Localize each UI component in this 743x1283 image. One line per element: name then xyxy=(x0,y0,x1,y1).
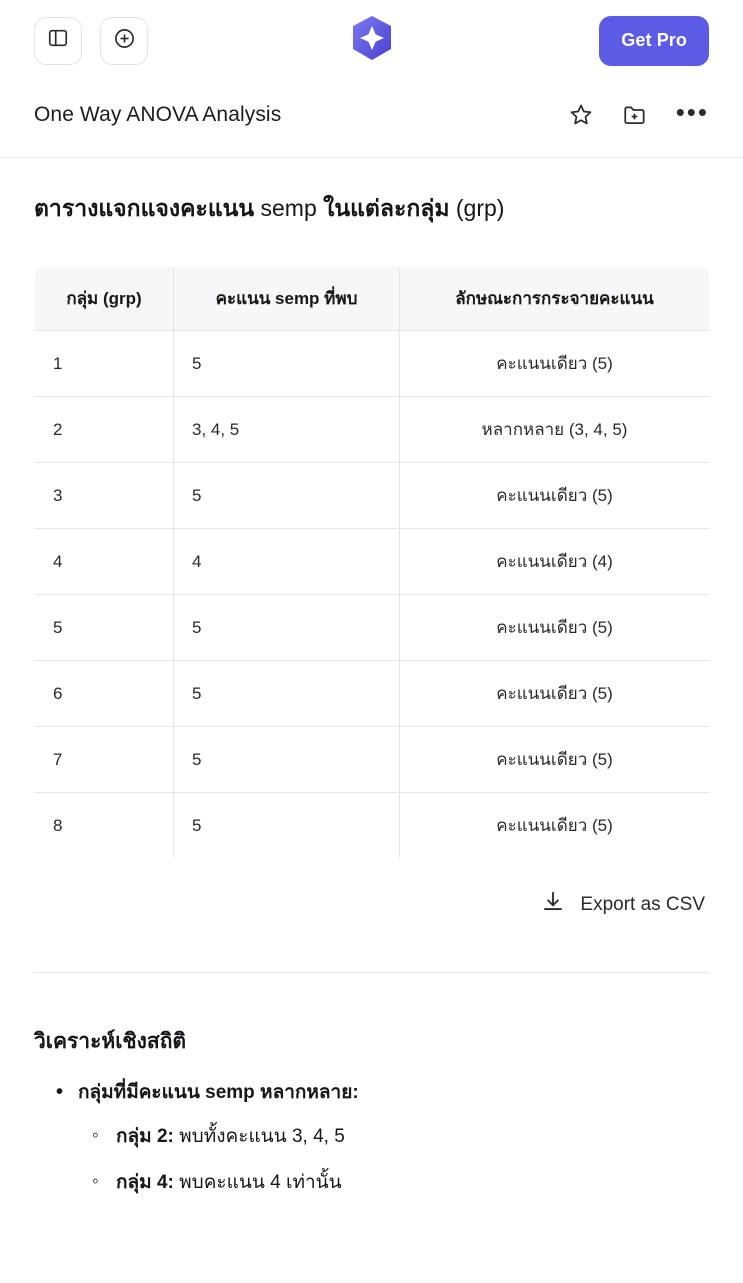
main-content xyxy=(0,192,743,1198)
export-csv-label: Export as CSV xyxy=(580,893,705,915)
section-heading xyxy=(34,192,709,224)
cell-group: 8 xyxy=(35,793,174,859)
star-icon[interactable] xyxy=(568,102,594,128)
ellipsis-icon[interactable]: ••• xyxy=(675,97,709,127)
cell-scores: 5 xyxy=(174,595,400,661)
cell-scores: 4 xyxy=(174,529,400,595)
cell-distribution: คะแนนเดียว (4) xyxy=(400,529,710,595)
heading-part-2: semp xyxy=(260,195,324,221)
cell-group: 3 xyxy=(35,463,174,529)
cell-distribution: คะแนนเดียว (5) xyxy=(400,661,710,727)
page-title: One Way ANOVA Analysis xyxy=(34,103,282,126)
new-thread-button[interactable] xyxy=(100,17,148,65)
cell-group: 7 xyxy=(35,727,174,793)
sub-item-text: พบคะแนน 4 เท่านั้น xyxy=(173,1172,342,1194)
table-row xyxy=(35,529,710,595)
cell-scores: 3, 4, 5 xyxy=(174,397,400,463)
cell-group: 4 xyxy=(35,529,174,595)
score-distribution-table-wrapper xyxy=(34,266,709,859)
column-header-scores: คะแนน semp ที่พบ xyxy=(174,267,400,331)
analysis-sublist xyxy=(78,1122,709,1199)
analysis-list xyxy=(34,1078,709,1198)
cell-distribution: คะแนนเดียว (5) xyxy=(400,331,710,397)
cell-group: 5 xyxy=(35,595,174,661)
folder-plus-icon[interactable] xyxy=(622,102,648,128)
score-distribution-table xyxy=(34,266,710,859)
sidebar-toggle-button[interactable] xyxy=(34,17,82,65)
cell-scores: 5 xyxy=(174,331,400,397)
sub-item-text: พบทั้งคะแนน 3, 4, 5 xyxy=(173,1125,345,1147)
cell-scores: 5 xyxy=(174,463,400,529)
plus-circle-icon xyxy=(113,27,136,55)
table-header-row xyxy=(35,267,710,331)
analysis-bullet-label: กลุ่มที่มีคะแนน semp หลากหลาย: xyxy=(78,1082,359,1104)
column-header-group: กลุ่ม (grp) xyxy=(35,267,174,331)
sub-item-group-label: กลุ่ม 4: xyxy=(116,1172,174,1194)
heading-part-4: (grp) xyxy=(455,195,505,221)
heading-part-1: ตารางแจกแจงคะแนน xyxy=(34,195,261,221)
table-row xyxy=(35,727,710,793)
table-row xyxy=(35,595,710,661)
sidebar-panel-icon xyxy=(47,27,69,54)
app-logo[interactable] xyxy=(346,14,398,66)
heading-part-3: ในแต่ละกลุ่ม xyxy=(323,195,456,221)
perplexity-logo-icon xyxy=(347,13,397,68)
table-row xyxy=(35,331,710,397)
analysis-heading: วิเคราะห์เชิงสถิติ xyxy=(34,1030,187,1054)
table-row xyxy=(35,793,710,859)
download-icon xyxy=(540,889,566,920)
table-row xyxy=(35,661,710,727)
section-divider xyxy=(34,972,709,973)
list-item xyxy=(116,1168,709,1198)
cell-scores: 5 xyxy=(174,793,400,859)
cell-group: 2 xyxy=(35,397,174,463)
cell-group: 1 xyxy=(35,331,174,397)
table-body xyxy=(35,331,710,859)
cell-scores: 5 xyxy=(174,661,400,727)
list-item xyxy=(78,1078,709,1198)
cell-scores: 5 xyxy=(174,727,400,793)
cell-distribution: หลากหลาย (3, 4, 5) xyxy=(400,397,710,463)
table-row xyxy=(35,397,710,463)
sub-item-group-label: กลุ่ม 2: xyxy=(116,1125,174,1147)
document-header xyxy=(0,81,743,158)
get-pro-button[interactable]: Get Pro xyxy=(599,16,709,66)
cell-distribution: คะแนนเดียว (5) xyxy=(400,727,710,793)
cell-group: 6 xyxy=(35,661,174,727)
cell-distribution: คะแนนเดียว (5) xyxy=(400,595,710,661)
cell-distribution: คะแนนเดียว (5) xyxy=(400,463,710,529)
list-item xyxy=(116,1122,709,1152)
table-row xyxy=(35,463,710,529)
cell-distribution: คะแนนเดียว (5) xyxy=(496,816,613,836)
top-bar xyxy=(0,0,743,81)
export-csv-button[interactable] xyxy=(34,889,709,920)
column-header-distribution: ลักษณะการกระจายคะแนน xyxy=(400,267,710,331)
title-actions xyxy=(568,99,709,131)
